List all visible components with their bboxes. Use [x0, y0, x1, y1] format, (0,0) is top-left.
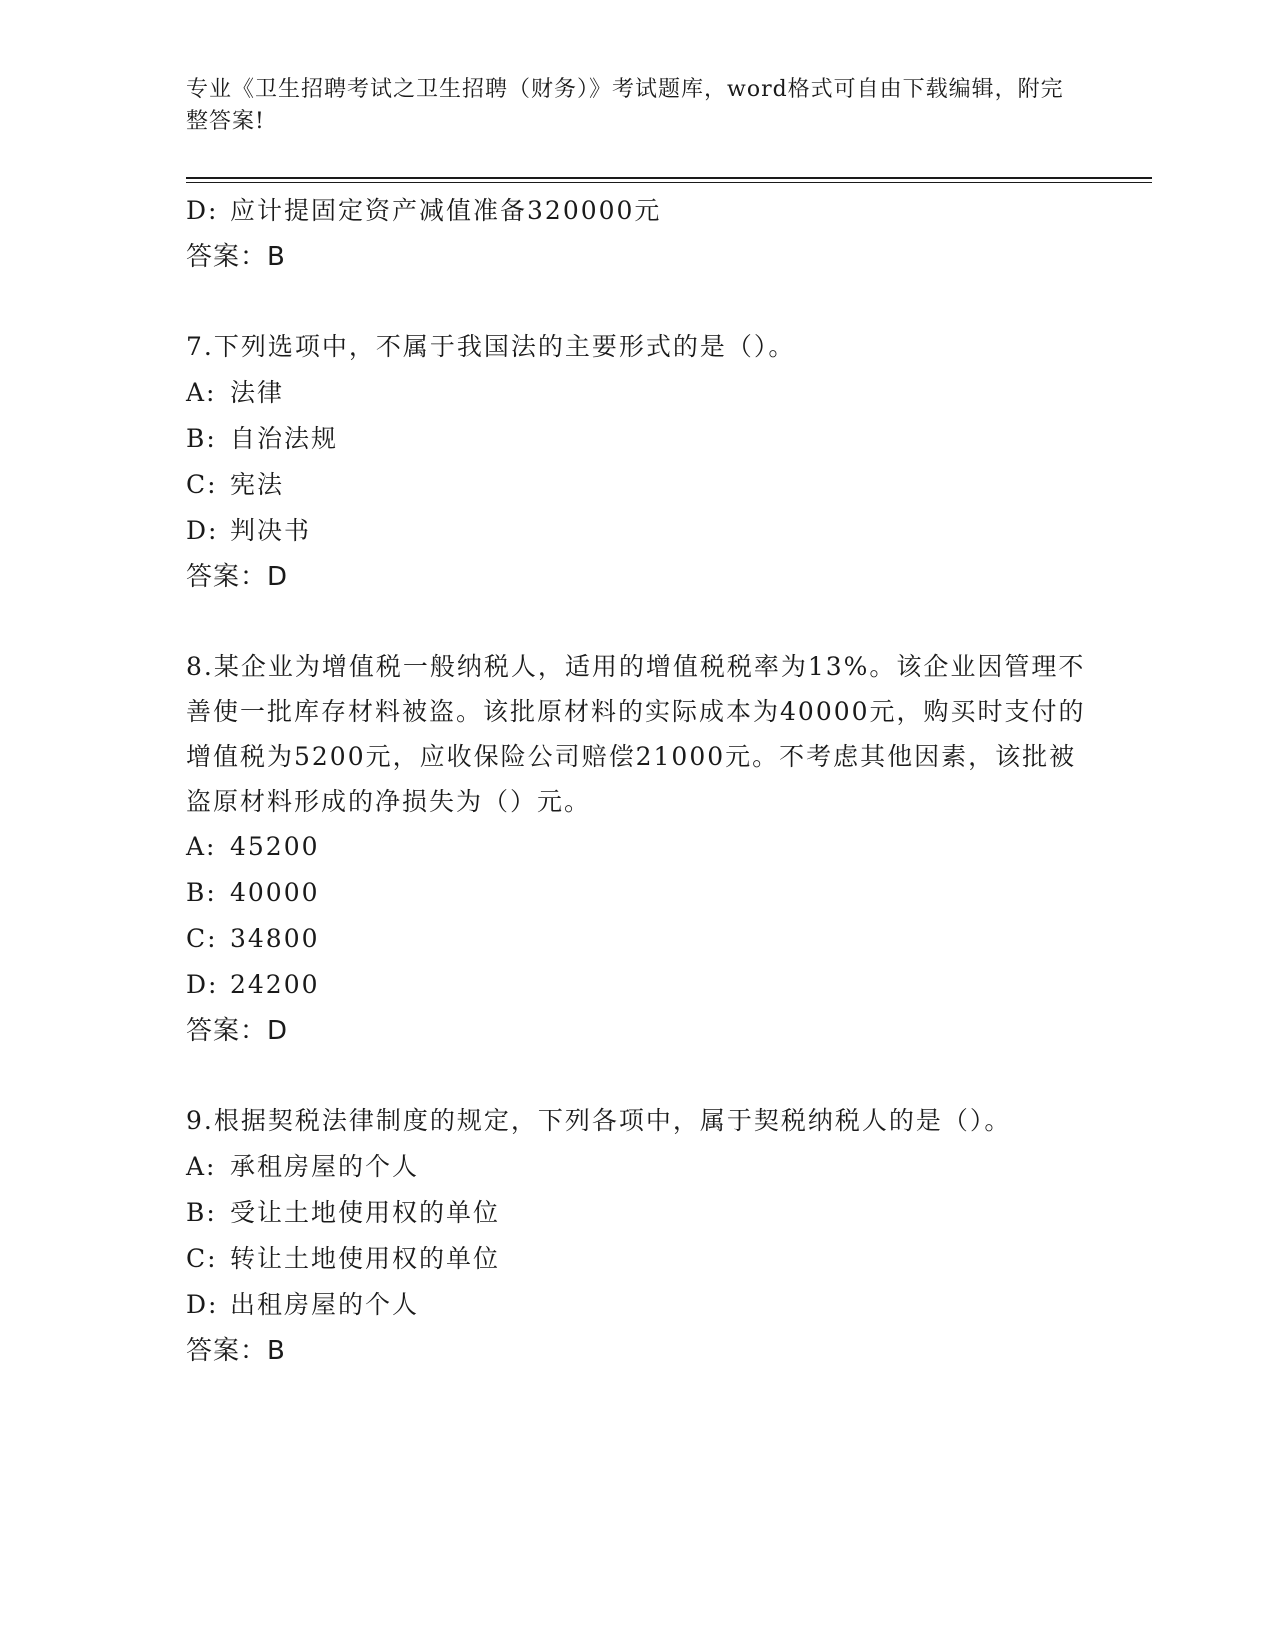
question-9-text: 9.根据契税法律制度的规定，下列各项中，属于契税纳税人的是（）。 [186, 1106, 1012, 1135]
q8-answer: 答案：D [186, 1016, 289, 1046]
option-text: 判决书 [230, 516, 312, 545]
q7-option-c [186, 462, 1086, 508]
option-text: 承租房屋的个人 [230, 1152, 420, 1181]
option-label: D: [186, 196, 219, 225]
question-8-text: 8.某企业为增值税一般纳税人，适用的增值税税率为13%。该企业因管理不善使一批库存材料被盗。该批原材料的实际成本为40000元，购买时支付的增值税为5200元，应收保险公司赔偿21000元。不考虑其他因素，该批被盗原材料形成的净损失为（）元。 [186, 652, 1086, 816]
document-header: 专业《卫生招聘考试之卫生招聘（财务）》考试题库，word格式可自由下载编辑，附完整答案! [186, 77, 1064, 134]
option-text: 宪法 [230, 470, 285, 499]
option-label: A: [186, 378, 217, 407]
q7-answer: 答案：D [186, 562, 289, 592]
q9-option-b [186, 1190, 1086, 1236]
option-label: D: [186, 970, 219, 999]
option-text: 40000 [230, 878, 320, 907]
option-label: B: [186, 424, 217, 453]
option-text: 34800 [230, 924, 320, 953]
header-rule-thin [186, 182, 1152, 183]
answer: 答案：B [186, 242, 286, 272]
header-rule-thick [186, 177, 1152, 179]
q9-answer: 答案：B [186, 1336, 286, 1366]
option-text: 受让土地使用权的单位 [230, 1198, 501, 1227]
option-text: 转让土地使用权的单位 [230, 1244, 501, 1273]
option-text: 自治法规 [230, 424, 339, 453]
option-label: A: [186, 832, 217, 861]
option-label: B: [186, 1198, 217, 1227]
option-label: A: [186, 1152, 217, 1181]
q8-option-b [186, 870, 1086, 916]
spacer [186, 1054, 1086, 1098]
spacer [186, 600, 1086, 644]
option-d [186, 188, 1086, 234]
option-label: C: [186, 470, 218, 499]
q7-option-b [186, 416, 1086, 462]
q9-option-c [186, 1236, 1086, 1282]
question-7-text: 7.下列选项中，不属于我国法的主要形式的是（）。 [186, 332, 796, 361]
option-label: C: [186, 1244, 218, 1273]
q8-option-c [186, 916, 1086, 962]
option-label: D: [186, 516, 219, 545]
option-text: 24200 [230, 970, 320, 999]
option-text: 应计提固定资产减值准备320000元 [230, 196, 662, 225]
q8-option-a [186, 824, 1086, 870]
q7-option-d [186, 508, 1086, 554]
q9-option-d [186, 1282, 1086, 1328]
q9-option-a [186, 1144, 1086, 1190]
q8-option-d [186, 962, 1086, 1008]
option-text: 45200 [230, 832, 320, 861]
option-text: 法律 [230, 378, 285, 407]
option-text: 出租房屋的个人 [230, 1290, 420, 1319]
document-body [186, 188, 1086, 1374]
option-label: B: [186, 878, 217, 907]
option-label: C: [186, 924, 218, 953]
q7-option-a [186, 370, 1086, 416]
spacer [186, 280, 1086, 324]
option-label: D: [186, 1290, 219, 1319]
